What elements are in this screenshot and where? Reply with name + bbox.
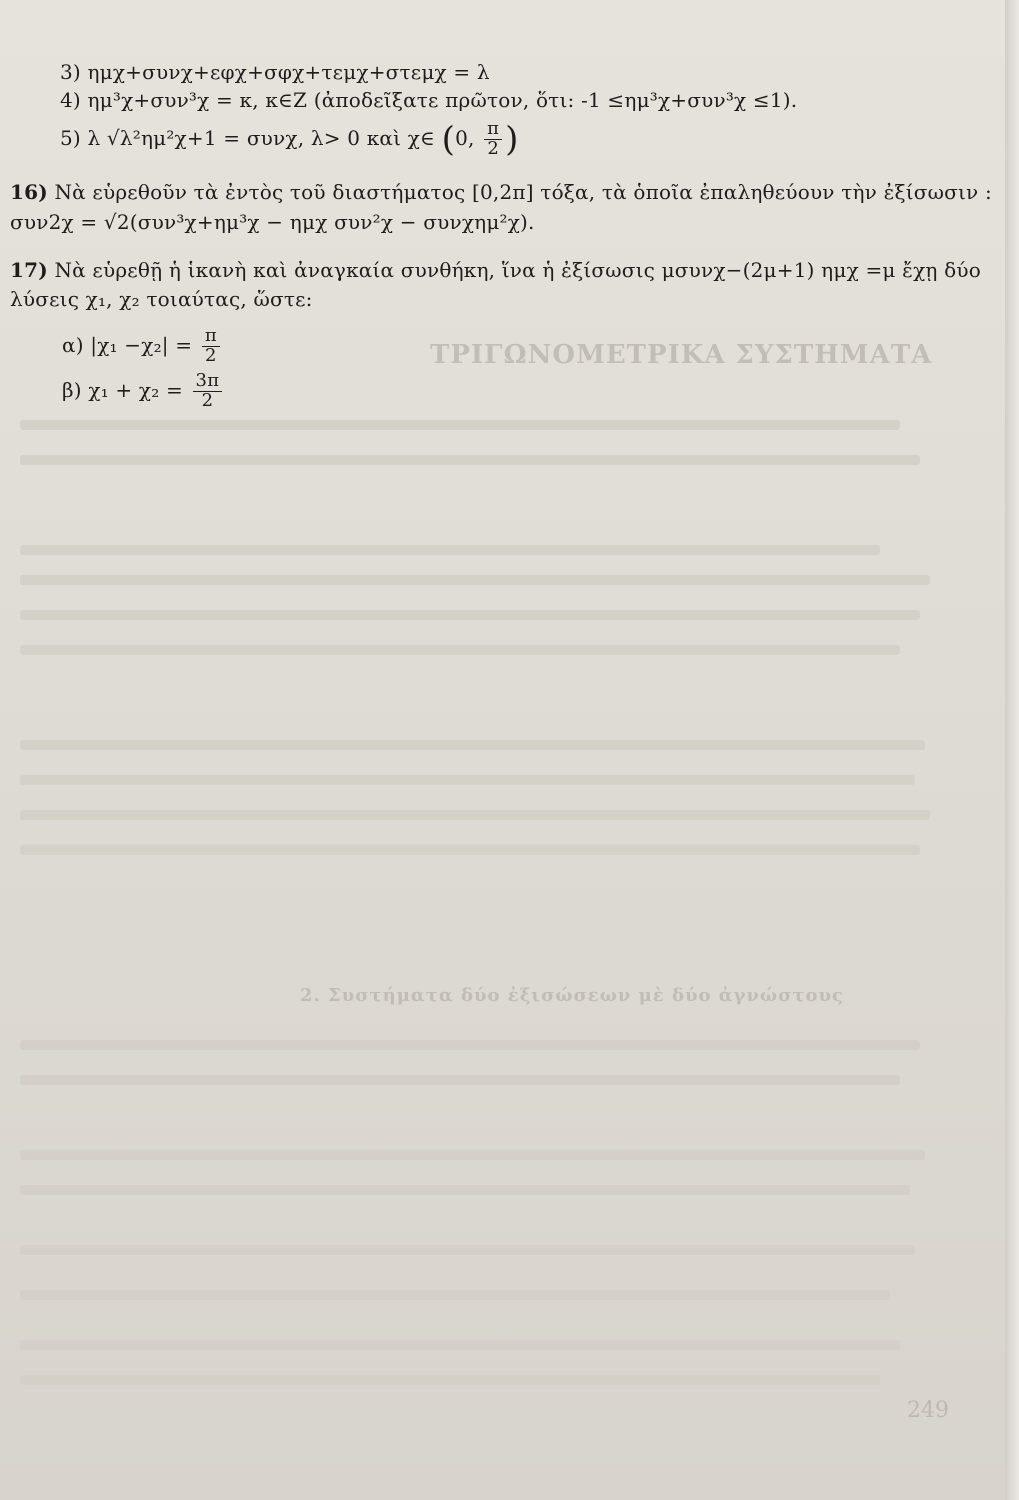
bleed-line bbox=[20, 575, 930, 585]
bleed-line bbox=[20, 775, 915, 785]
denominator: 2 bbox=[484, 139, 502, 159]
bleed-line bbox=[20, 1340, 900, 1350]
bleed-line bbox=[20, 1075, 900, 1085]
problem-17-text: Νὰ εὑρεθῇ ἡ ἱκανὴ καὶ ἀναγκαία συνθήκη, ἵνα ἡ ἐξίσωσις μσυνχ−(2μ+1) ημχ =μ ἔχῃ δύο bbox=[54, 258, 981, 282]
problem-16-number: 16) bbox=[10, 180, 48, 204]
bleed-line bbox=[20, 845, 920, 855]
bleed-line bbox=[20, 1040, 920, 1050]
problem-17-line-1 bbox=[10, 258, 981, 282]
fraction-pi-over-2 bbox=[484, 120, 502, 159]
problem-16-line-1 bbox=[10, 180, 992, 204]
bleed-line bbox=[20, 645, 900, 655]
bleed-line bbox=[20, 1185, 910, 1195]
problem-17-number: 17) bbox=[10, 258, 48, 282]
bleed-line bbox=[20, 455, 920, 465]
denominator: 2 bbox=[202, 346, 220, 366]
page-edge-shadow bbox=[1005, 0, 1019, 1500]
exercise-item-3: 3) ημχ+συνχ+εφχ+σφχ+τεμχ+στεμχ = λ bbox=[60, 60, 490, 84]
problem-17-part-a bbox=[62, 327, 223, 366]
close-parenthesis: ) bbox=[505, 119, 519, 160]
bleed-line bbox=[20, 740, 925, 750]
problem-16-text: Νὰ εὑρεθοῦν τὰ ἐντὸς τοῦ διαστήματος [0,2π] τόξα, τὰ ὁποῖα ἐπαληθεύουν τὴν ἐξίσωσιν : bbox=[54, 180, 992, 204]
problem-16-line-2: συν2χ = √2(συν³χ+ημ³χ − ημχ συν²χ − συνχημ²χ). bbox=[10, 210, 535, 234]
exercise-item-4: 4) ημ³χ+συν³χ = κ, κ∈Z (ἀποδεῖξατε πρῶτον, ὅτι: -1 ≤ημ³χ+συν³χ ≤1). bbox=[60, 88, 798, 112]
part-b-lhs: β) χ₁ + χ₂ = bbox=[62, 377, 183, 402]
numerator: 3π bbox=[195, 370, 220, 391]
bleed-line bbox=[20, 1290, 890, 1300]
fraction-3pi-over-2 bbox=[193, 372, 223, 411]
numerator: π bbox=[487, 118, 500, 139]
bleed-through-heading: ΤΡΙΓΩΝΟΜΕΤΡΙΚΑ ΣΥΣΤΗΜΑΤΑ bbox=[430, 340, 933, 370]
bleed-line bbox=[20, 610, 920, 620]
exercise-item-5 bbox=[60, 120, 519, 159]
open-parenthesis: ( bbox=[441, 119, 456, 160]
numerator: π bbox=[204, 325, 217, 346]
denominator: 2 bbox=[193, 391, 223, 411]
problem-17-line-2: λύσεις χ₁, χ₂ τοιαύτας, ὥστε: bbox=[10, 287, 313, 311]
bleed-through-page-number: 249 bbox=[907, 1398, 949, 1423]
bleed-line bbox=[20, 1150, 925, 1160]
fraction-pi-over-2 bbox=[202, 327, 220, 366]
bleed-line bbox=[20, 1245, 915, 1255]
bleed-line bbox=[20, 810, 930, 820]
part-a-lhs: α) |χ₁ −χ₂| = bbox=[62, 332, 193, 357]
bleed-line bbox=[20, 1375, 880, 1385]
bleed-line bbox=[20, 545, 880, 555]
item-5-equation: 5) λ √λ²ημ²χ+1 = συνχ, λ> 0 καὶ χ∈ bbox=[60, 125, 436, 150]
interval-start: 0, bbox=[455, 125, 475, 150]
bleed-line bbox=[20, 420, 900, 430]
problem-17-part-b bbox=[62, 372, 225, 411]
bleed-through-subheading: 2. Συστήματα δύο ἐξισώσεων μὲ δύο ἀγνώστους bbox=[300, 985, 844, 1006]
